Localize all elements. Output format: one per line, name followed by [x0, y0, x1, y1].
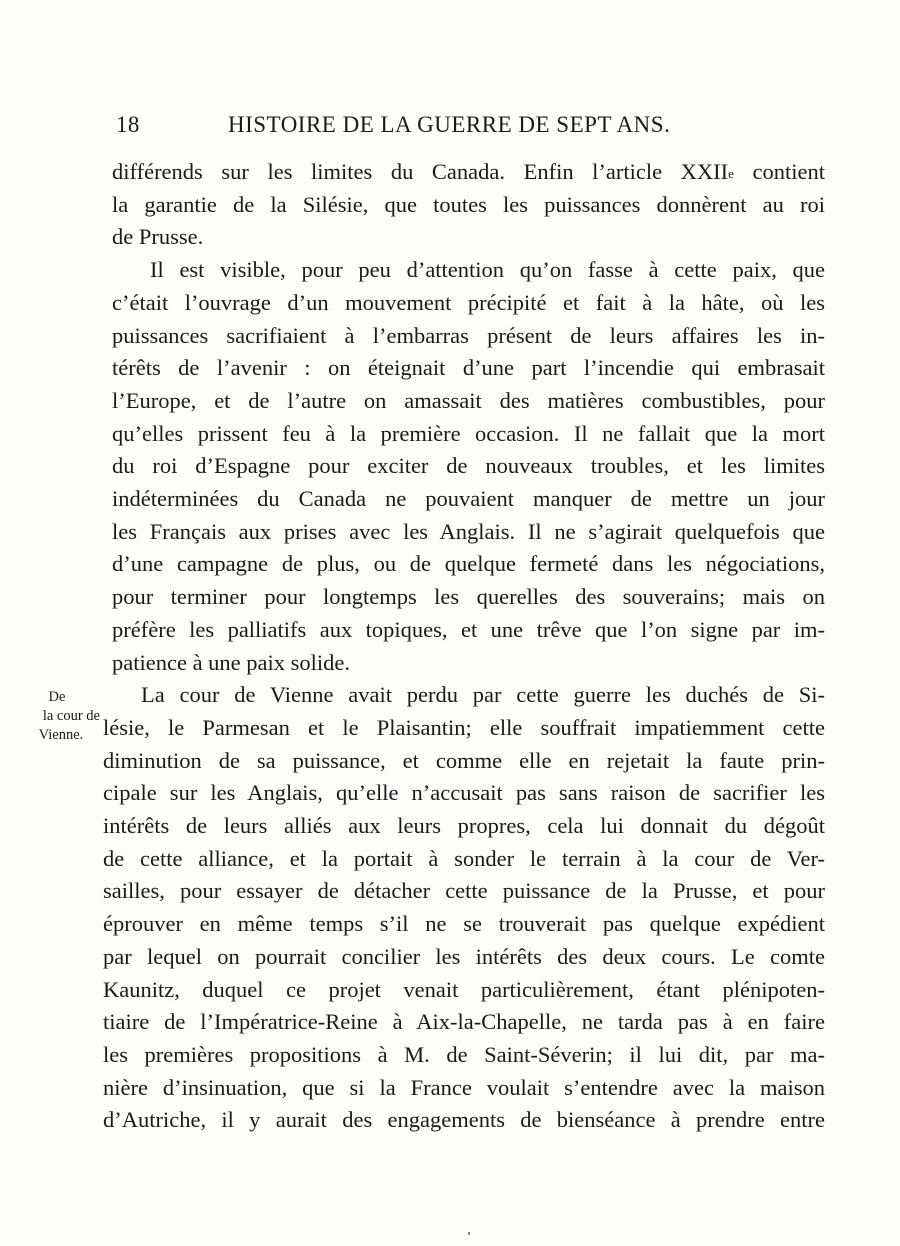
text-line: diminution de sa puissance, et comme elle en rejetait la faute prin-: [103, 747, 825, 773]
paragraph: [103, 679, 825, 1137]
text-line: de cette alliance, et la portait à sonder le terrain à la cour de Ver-: [103, 845, 825, 871]
margin-note-line: la cour de: [42, 708, 100, 724]
text-line: d’une campagne de plus, ou de quelque fermeté dans les négociations,: [112, 551, 825, 577]
text-line: térêts de l’avenir : on éteignait d’une part l’incendie qui embrasait: [112, 355, 825, 381]
text-line: de Prusse.: [112, 224, 204, 250]
text-line: par lequel on pourrait concilier les intérêts des deux cours. Le comte: [103, 943, 825, 969]
margin-note: [14, 688, 100, 745]
text-line: La cour de Vienne avait perdu par cette guerre les duchés de Si-: [141, 682, 825, 708]
text-line: différends sur les limites du Canada. Enfin l’article XXIIe contient: [112, 159, 825, 184]
text-line: l’Europe, et de l’autre on amassait des matières combustibles, pour: [112, 387, 825, 413]
text-line: Kaunitz, duquel ce projet venait particulièrement, étant plénipoten-: [103, 976, 825, 1002]
text-line: les Français aux prises avec les Anglais. Il ne s’agirait quelquefois que: [112, 518, 825, 544]
running-title: HISTOIRE DE LA GUERRE DE SEPT ANS.: [228, 112, 671, 137]
paragraph: [103, 156, 825, 254]
text-line: tiaire de l’Impératrice-Reine à Aix-la-Chapelle, ne tarda pas à en faire: [103, 1009, 825, 1035]
paper-speck: [468, 1232, 470, 1235]
running-head: [112, 112, 824, 148]
page-number: 18: [116, 112, 140, 137]
body-text: [103, 156, 825, 1137]
text-line: du roi d’Espagne pour exciter de nouveaux troubles, et les limites: [112, 453, 825, 479]
text-line: la garantie de la Silésie, que toutes les puissances donnèrent au roi: [112, 191, 825, 217]
text-line: éprouver en même temps s’il ne se trouverait pas quelque expédient: [103, 911, 825, 937]
text-line: lésie, le Parmesan et le Plaisantin; elle souffrait impatiemment cette: [103, 714, 825, 740]
text-line: cipale sur les Anglais, qu’elle n’accusait pas sans raison de sacrifier les: [103, 780, 825, 806]
margin-note-line: Vienne.: [38, 727, 84, 743]
paragraph: [103, 254, 825, 679]
text-line: les premières propositions à M. de Saint-Séverin; il lui dit, par ma-: [103, 1041, 825, 1067]
text-line: Il est visible, pour peu d’attention qu’on fasse à cette paix, que: [150, 257, 825, 283]
text-line: patience à une paix solide.: [112, 649, 351, 675]
text-line: intérêts de leurs alliés aux leurs propres, cela lui donnait du dégoût: [103, 813, 825, 839]
text-line: qu’elles prissent feu à la première occasion. Il ne fallait que la mort: [112, 420, 825, 446]
text-line: puissances sacrifiaient à l’embarras présent de leurs affaires les in-: [112, 322, 825, 348]
margin-note-line: De: [48, 689, 66, 705]
superscript: e: [728, 166, 734, 181]
text-line: préfère les palliatifs aux topiques, et une trêve que l’on signe par im-: [112, 616, 825, 642]
text-line: nière d’insinuation, que si la France voulait s’entendre avec la maison: [103, 1074, 825, 1100]
text-line: d’Autriche, il y aurait des engagements de bienséance à prendre entre: [103, 1107, 825, 1133]
text-line: sailles, pour essayer de détacher cette puissance de la Prusse, et pour: [103, 878, 825, 904]
text-line: indéterminées du Canada ne pouvaient manquer de mettre un jour: [112, 486, 825, 512]
text-line: c’était l’ouvrage d’un mouvement précipité et fait à la hâte, où les: [112, 289, 825, 315]
text-line: pour terminer pour longtemps les querelles des souverains; mais on: [112, 584, 825, 610]
